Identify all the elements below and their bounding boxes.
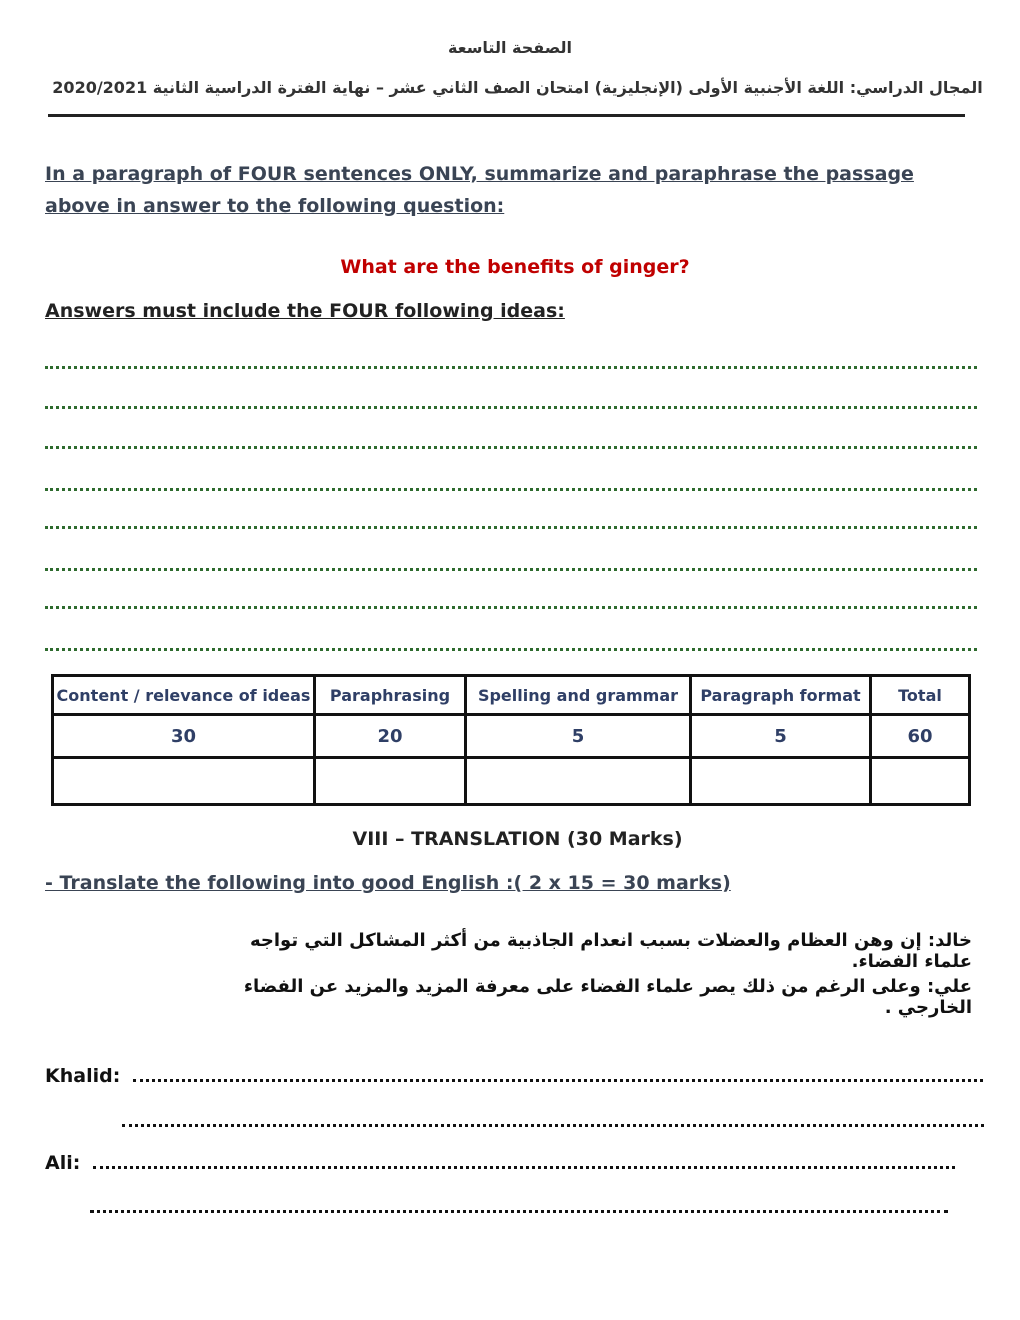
summary-question: What are the benefits of ginger?: [340, 256, 690, 278]
header-divider: [48, 114, 965, 117]
ali-label: Ali:: [45, 1152, 81, 1174]
arabic-sentence-ali: علي: وعلى الرغم من ذلك يصر علماء الفضاء على معرفة المزيد والمزيد عن الفضاء الخارجي .: [243, 976, 972, 1018]
rubric-score-paraphrasing[interactable]: [315, 758, 466, 805]
answer-line-8[interactable]: [45, 648, 977, 651]
ali-answer-row: [45, 1152, 955, 1174]
rubric-header-spelling: Spelling and grammar: [466, 676, 691, 715]
answer-line-4[interactable]: [45, 488, 977, 491]
answer-line-5[interactable]: [45, 526, 977, 529]
page-title-arabic: الصفحة التاسعة: [447, 38, 573, 57]
rubric-header-total: Total: [871, 676, 970, 715]
ali-answer-line-1[interactable]: [93, 1166, 955, 1169]
answer-line-2[interactable]: [45, 406, 977, 409]
exam-subtitle-arabic: المجال الدراسي: اللغة الأجنبية الأولى (الإنجليزية) امتحان الصف الثاني عشر – نهاية الفترة الدراسية الثانية 2020/2021: [52, 78, 983, 97]
khalid-answer-line-1[interactable]: [133, 1079, 983, 1082]
marking-rubric-table: [51, 674, 971, 806]
khalid-label: Khalid:: [45, 1065, 121, 1087]
ali-answer-line-2[interactable]: [90, 1210, 948, 1213]
rubric-header-content: Content / relevance of ideas: [53, 676, 315, 715]
answer-line-3[interactable]: [45, 446, 977, 449]
must-include-label: Answers must include the FOUR following ideas:: [45, 300, 565, 322]
rubric-score-spelling[interactable]: [466, 758, 691, 805]
khalid-answer-line-2[interactable]: [122, 1124, 984, 1127]
arabic-sentence-khalid: خالد: إن وهن العظام والعضلات بسبب انعدام الجاذبية من أكثر المشاكل التي تواجه علماء الفضاء.: [250, 930, 972, 972]
rubric-mark-format: 5: [691, 715, 871, 758]
rubric-score-row: [53, 758, 970, 805]
rubric-header-row: [53, 676, 970, 715]
rubric-header-format: Paragraph format: [691, 676, 871, 715]
rubric-mark-content: 30: [53, 715, 315, 758]
rubric-score-total[interactable]: [871, 758, 970, 805]
rubric-mark-spelling: 5: [466, 715, 691, 758]
rubric-score-content[interactable]: [53, 758, 315, 805]
translation-instruction: - Translate the following into good English :( 2 x 15 = 30 marks): [45, 872, 731, 894]
rubric-mark-paraphrasing: 20: [315, 715, 466, 758]
answer-line-6[interactable]: [45, 568, 977, 571]
khalid-answer-row: [45, 1065, 983, 1087]
rubric-header-paraphrasing: Paraphrasing: [315, 676, 466, 715]
rubric-marks-row: [53, 715, 970, 758]
translation-section-title: VIII – TRANSLATION (30 Marks): [352, 828, 683, 850]
rubric-score-format[interactable]: [691, 758, 871, 805]
summary-instruction: In a paragraph of FOUR sentences ONLY, summarize and paraphrase the passage above in answer to the following question:: [45, 163, 914, 217]
rubric-mark-total: 60: [871, 715, 970, 758]
answer-line-1[interactable]: [45, 366, 977, 369]
answer-line-7[interactable]: [45, 606, 977, 609]
